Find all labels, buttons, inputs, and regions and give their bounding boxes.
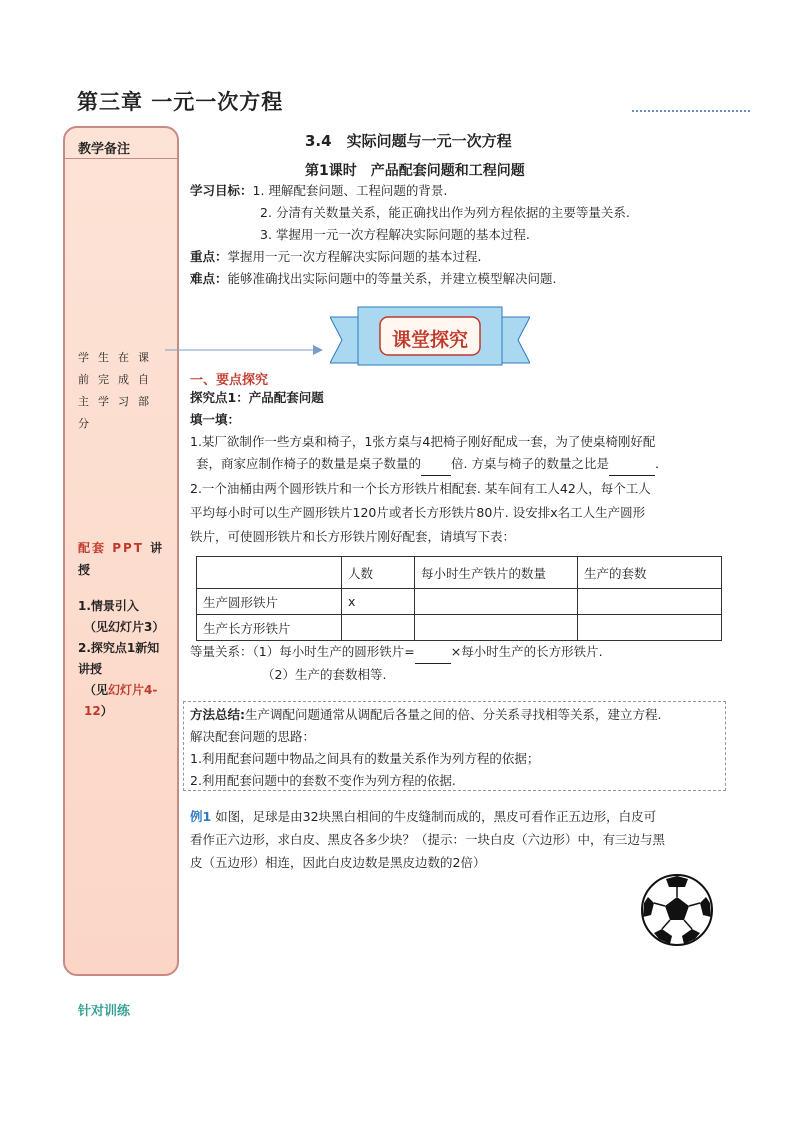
section-title: 3.4 实际问题与一元一次方程	[305, 132, 512, 150]
ppt-highlight: PPT	[112, 541, 144, 555]
fill-label: 填一填：	[190, 412, 241, 427]
question2-line1: 2.一个油桶由两个圆形铁片和一个长方形铁片相配套. 某车间有工人42人，每个工人	[190, 481, 651, 496]
table-cell[interactable]	[415, 589, 578, 615]
goals-label: 学习目标：	[190, 183, 253, 198]
q1-text-c: .	[654, 456, 659, 471]
method-line3: 1.利用配套问题中物品之间具有的数量关系作为列方程的依据；	[190, 751, 540, 766]
difficulty-text: 能够准确找出实际问题中的等量关系，并建立模型解决问题.	[227, 271, 557, 286]
step2-ref-close: ）	[100, 704, 113, 718]
question1-line1: 1.某厂欲制作一些方桌和椅子，1张方桌与4把椅子刚好配成一套，为了使桌椅刚好配	[190, 434, 656, 449]
arrow-icon	[165, 340, 325, 360]
answer-blank-proportion[interactable]	[609, 453, 655, 476]
table-row	[197, 615, 722, 641]
ppt-suffix: 讲授	[78, 541, 165, 577]
table-header-cell: 人数	[342, 557, 415, 589]
sidebar-ppt-heading	[78, 537, 170, 581]
soccer-ball-icon	[640, 873, 714, 947]
goal-2: 2. 分清有关数量关系，能正确找出作为列方程依据的主要等量关系.	[260, 205, 630, 220]
example-line3: 皮（五边形）相连，因此白皮边数是黑皮边数的2倍）	[190, 855, 486, 870]
example-label: 例1	[190, 809, 212, 824]
table-cell[interactable]	[578, 589, 722, 615]
goal-1: 1. 理解配套问题、工程问题的背景.	[252, 183, 448, 198]
table-header-cell	[197, 557, 342, 589]
table-header-cell: 每小时生产铁片的数量	[415, 557, 578, 589]
table-header-cell: 生产的套数	[578, 557, 722, 589]
equality-item1-b: ×每小时生产的长方形铁片.	[450, 644, 603, 659]
explore1-heading: 探究点1：产品配套问题	[190, 390, 324, 405]
table-header-row	[197, 557, 722, 589]
method-line1: 生产调配问题通常从调配后各量之间的倍、分关系寻找相等关系，建立方程.	[245, 707, 662, 722]
table-row	[197, 589, 722, 615]
goal-3: 3. 掌握用一元一次方程解决实际问题的基本过程.	[260, 227, 530, 242]
equality-label: 等量关系：	[190, 644, 253, 659]
sidebar-steps	[78, 596, 170, 722]
question1-line2	[190, 453, 730, 476]
example-line2: 看作正六边形，求白皮、黑皮各多少块？（提示：一块白皮（六边形）中，有三边与黑	[190, 832, 666, 847]
learning-goals	[190, 180, 730, 290]
table-cell[interactable]	[415, 615, 578, 641]
question2-line2: 平均每小时可以生产圆形铁片120片或者长方形铁片80片. 设安排x名工人生产圆形	[190, 505, 646, 520]
step1: 1.情景引入	[78, 599, 139, 613]
explore-section	[190, 387, 730, 548]
step2-ref-red: 幻灯片4-12	[84, 683, 158, 718]
key-point-text: 掌握用一元一次方程解决实际问题的基本过程.	[227, 249, 482, 264]
answer-blank-ratio[interactable]	[421, 453, 451, 476]
question2-line3: 铁片，可使圆形铁片和长方形铁片刚好配套，请填写下表：	[190, 529, 516, 544]
step2-ref	[78, 680, 170, 722]
step2: 2.探究点1新知讲授	[78, 641, 160, 676]
part1-heading: 一、要点探究	[190, 373, 269, 388]
sidebar-note: 学生在课前完成自主学习部分	[78, 351, 158, 430]
method-line4: 2.利用配套问题中的套数不变作为列方程的依据.	[190, 773, 456, 788]
table-cell[interactable]	[342, 615, 415, 641]
step1-ref: （见幻灯片3）	[84, 620, 165, 634]
example-line1: 如图，足球是由32块黑白相间的牛皮缝制而成的，黑皮可看作正五边形，白皮可	[211, 809, 657, 824]
key-point-label: 重点：	[190, 249, 228, 264]
method-line2: 解决配套问题的思路：	[190, 729, 316, 744]
chapter-title: 第三章 一元一次方程	[77, 89, 284, 114]
header-divider	[632, 110, 750, 112]
equality-relations	[190, 641, 730, 686]
q1-text-b: 倍. 方桌与椅子的数量之比是	[451, 456, 609, 471]
step2-ref-open: （见	[84, 683, 109, 697]
table-cell: 生产长方形铁片	[197, 615, 342, 641]
production-table	[196, 556, 722, 641]
method-label: 方法总结:	[190, 707, 245, 722]
table-cell[interactable]: x	[342, 589, 415, 615]
banner-text: 课堂探究	[391, 329, 468, 351]
table-cell[interactable]	[578, 615, 722, 641]
answer-blank-multiple[interactable]	[415, 641, 451, 664]
method-summary	[190, 704, 722, 792]
targeted-training-heading: 针对训练	[78, 1004, 131, 1019]
difficulty-label: 难点：	[190, 271, 228, 286]
lesson-title: 第1课时 产品配套问题和工程问题	[305, 163, 525, 179]
equality-item1-a: （1）每小时生产的圆形铁片=	[252, 644, 415, 659]
sidebar-title: 教学备注	[78, 142, 131, 157]
example-1	[190, 805, 730, 874]
equality-item2: （2）生产的套数相等.	[262, 667, 387, 682]
ppt-prefix: 配套	[78, 541, 107, 555]
q1-text-a: 套，商家应制作椅子的数量是桌子数量的	[196, 456, 422, 471]
table-cell: 生产圆形铁片	[197, 589, 342, 615]
